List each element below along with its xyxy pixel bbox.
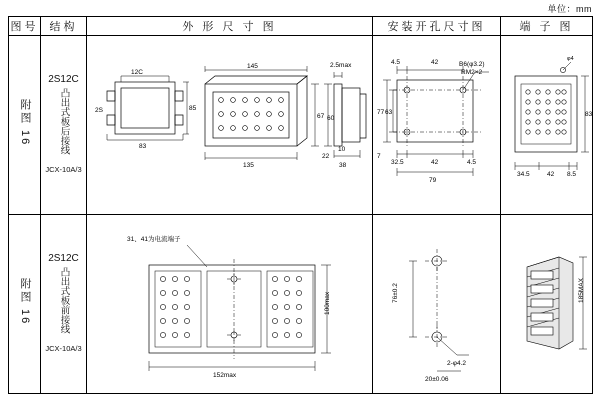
terminal-drawing-cell-2 bbox=[501, 215, 593, 394]
svg-text:100max: 100max bbox=[324, 291, 331, 315]
svg-text:77: 77 bbox=[377, 109, 385, 116]
structure-code-2: 2S12C bbox=[48, 253, 79, 265]
svg-text:185MAX: 185MAX bbox=[578, 278, 585, 303]
svg-text:83: 83 bbox=[139, 143, 147, 150]
svg-text:83: 83 bbox=[585, 111, 593, 118]
svg-text:42: 42 bbox=[431, 59, 439, 66]
table-row bbox=[9, 36, 593, 215]
structure-desc-2: 凸出式板前接线 bbox=[58, 267, 70, 334]
svg-text:φ4: φ4 bbox=[567, 56, 574, 62]
fig-no-cell-2 bbox=[9, 215, 41, 394]
fig-no-label-1: 附图 16 bbox=[19, 99, 31, 147]
structure-cell-2 bbox=[41, 215, 87, 394]
terminal-drawing-cell-1 bbox=[501, 36, 593, 215]
terminal-note: 31、41为电流端子 bbox=[127, 236, 181, 243]
svg-text:22: 22 bbox=[322, 153, 330, 160]
terminal-drawing-1 bbox=[501, 36, 593, 214]
dimension-table bbox=[8, 16, 593, 394]
table-row bbox=[9, 215, 593, 394]
svg-text:4.5: 4.5 bbox=[391, 59, 401, 66]
svg-text:12C: 12C bbox=[131, 69, 143, 76]
svg-text:76±0.2: 76±0.2 bbox=[392, 283, 399, 303]
svg-text:10: 10 bbox=[338, 146, 346, 153]
structure-model-2: JCX-10A/3 bbox=[45, 343, 82, 353]
svg-text:79: 79 bbox=[429, 177, 437, 184]
svg-text:42: 42 bbox=[431, 159, 439, 166]
svg-text:7: 7 bbox=[377, 153, 381, 160]
terminal-drawing-2 bbox=[501, 215, 593, 393]
structure-cell-1 bbox=[41, 36, 87, 215]
mounting-drawing-2 bbox=[373, 215, 501, 393]
mounting-drawing-cell-2 bbox=[373, 215, 501, 394]
svg-text:2.5max: 2.5max bbox=[330, 62, 352, 69]
outline-drawing-2 bbox=[87, 215, 373, 393]
svg-text:2S: 2S bbox=[95, 107, 103, 114]
unit-note: 单位：mm bbox=[547, 4, 592, 14]
header-fig-no: 图号 bbox=[9, 17, 41, 36]
mounting-drawing-1 bbox=[373, 36, 501, 214]
outline-drawing-1 bbox=[87, 36, 373, 214]
svg-text:4.5: 4.5 bbox=[467, 159, 477, 166]
svg-text:8.5: 8.5 bbox=[567, 171, 577, 178]
fig-no-label-2: 附图 16 bbox=[19, 278, 31, 326]
structure-desc-1: 凸出式板后接线 bbox=[58, 88, 70, 155]
header-structure: 结构 bbox=[41, 17, 87, 36]
outline-drawing-cell-1 bbox=[87, 36, 373, 215]
structure-code-1: 2S12C bbox=[48, 74, 79, 86]
structure-model-1: JCX-10A/3 bbox=[45, 164, 82, 174]
svg-text:20±0.06: 20±0.06 bbox=[425, 376, 449, 383]
svg-text:42: 42 bbox=[547, 171, 555, 178]
header-mounting: 安装开孔尺寸图 bbox=[373, 17, 501, 36]
svg-text:34.5: 34.5 bbox=[517, 171, 530, 178]
outline-drawing-cell-2 bbox=[87, 215, 373, 394]
fig-no-cell-1 bbox=[9, 36, 41, 215]
svg-text:67: 67 bbox=[317, 113, 325, 120]
svg-text:2-φ4.2: 2-φ4.2 bbox=[447, 360, 467, 367]
svg-text:85: 85 bbox=[189, 105, 197, 112]
svg-text:145: 145 bbox=[247, 63, 258, 70]
svg-text:152max: 152max bbox=[213, 372, 237, 379]
svg-text:RM2×2: RM2×2 bbox=[461, 69, 483, 76]
svg-text:63: 63 bbox=[385, 109, 393, 116]
svg-text:60: 60 bbox=[327, 115, 335, 122]
svg-text:135: 135 bbox=[243, 162, 254, 169]
mounting-drawing-cell-1 bbox=[373, 36, 501, 215]
table-header-row bbox=[9, 17, 593, 36]
svg-text:32.5: 32.5 bbox=[391, 159, 404, 166]
header-outline: 外 形 尺 寸 图 bbox=[87, 17, 373, 36]
header-terminal: 端 子 图 bbox=[501, 17, 593, 36]
svg-text:38: 38 bbox=[339, 162, 347, 169]
svg-text:B6(φ3.2): B6(φ3.2) bbox=[459, 61, 485, 68]
